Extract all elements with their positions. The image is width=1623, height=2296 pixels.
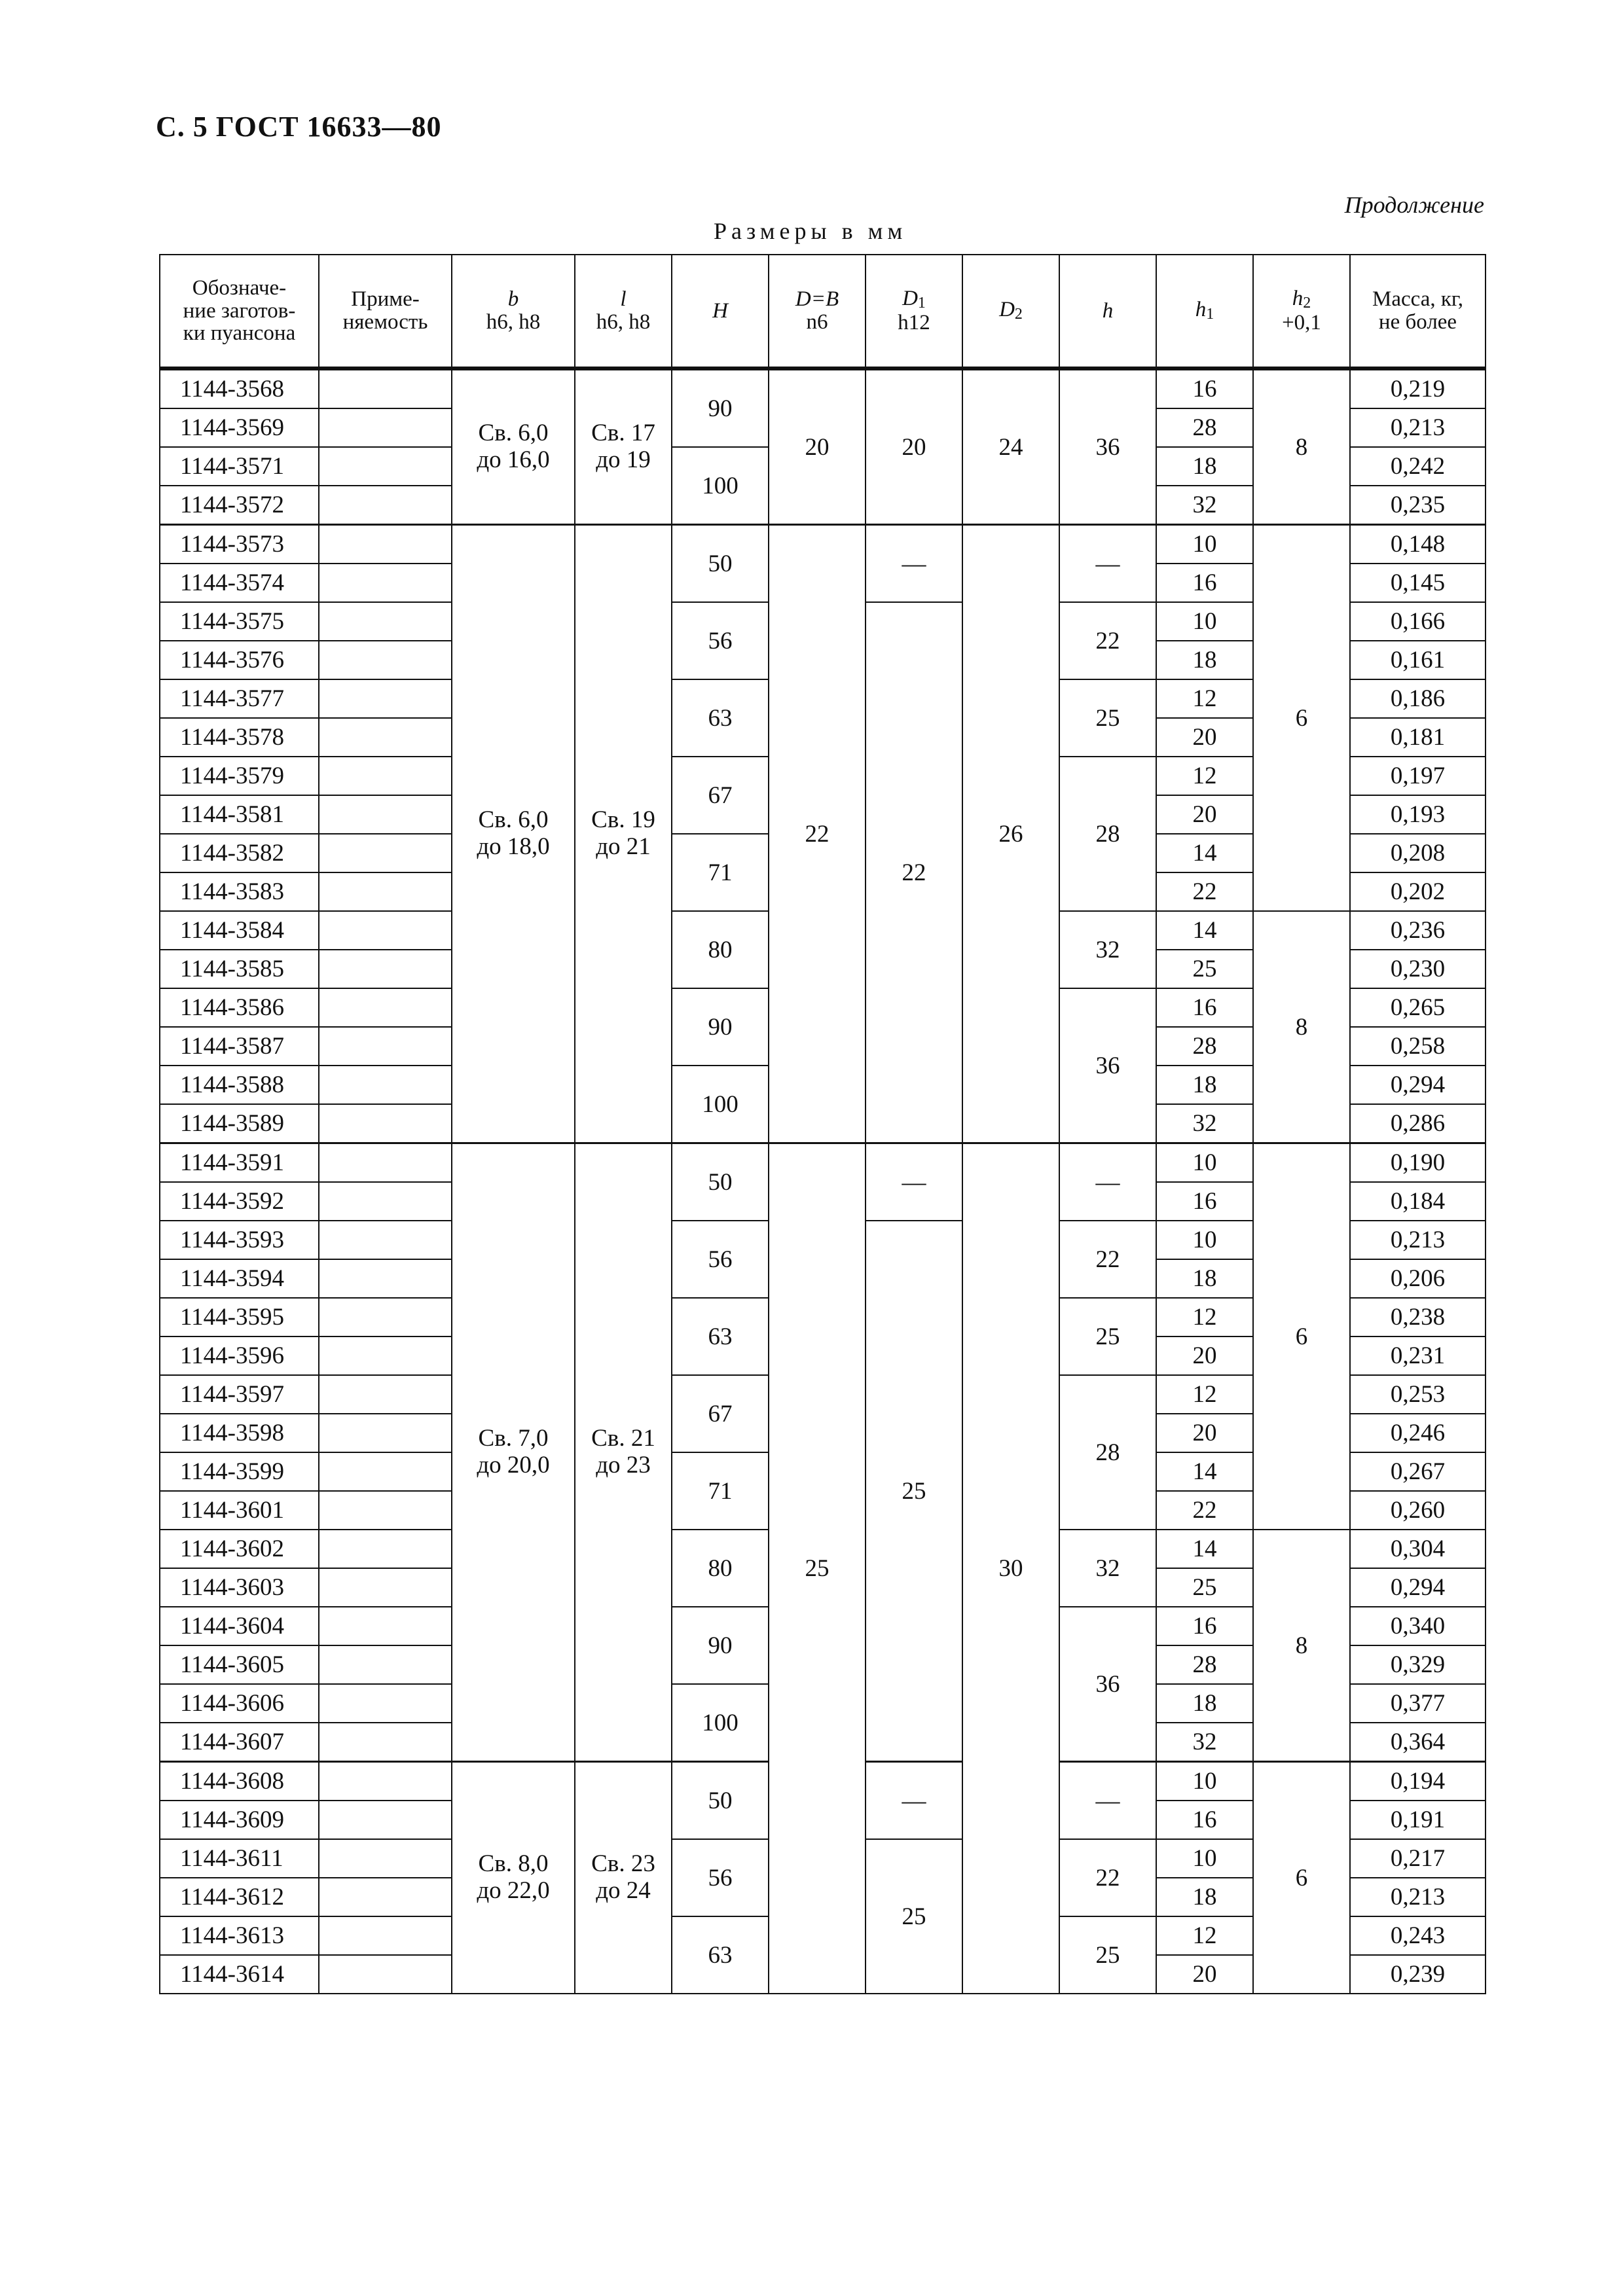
H-cell: 100: [672, 1066, 769, 1143]
D1-cell: —: [866, 525, 962, 603]
H-cell: 100: [672, 1684, 769, 1762]
h-cell: 36: [1059, 1607, 1156, 1762]
H-cell: 56: [672, 602, 769, 679]
use-cell: [319, 795, 452, 834]
h1-cell: 28: [1156, 408, 1253, 447]
code-cell: 1144-3613: [160, 1916, 319, 1955]
D2-cell: 30: [962, 1143, 1059, 1994]
code-cell: 1144-3585: [160, 950, 319, 988]
use-cell: [319, 872, 452, 911]
table-header-row: [160, 255, 1486, 368]
h1-cell: 32: [1156, 1104, 1253, 1143]
code-cell: 1144-3603: [160, 1568, 319, 1607]
h1-cell: 18: [1156, 1066, 1253, 1104]
use-cell: [319, 447, 452, 486]
H-cell: 67: [672, 757, 769, 834]
h1-cell: 20: [1156, 718, 1253, 757]
h1-cell: 20: [1156, 1955, 1253, 1994]
H-cell: 90: [672, 988, 769, 1066]
mass-cell: 0,265: [1350, 988, 1486, 1027]
col-header-DB: D=B n6: [769, 255, 866, 368]
h1-cell: 10: [1156, 1762, 1253, 1801]
table-row: [160, 368, 1486, 408]
use-cell: [319, 1298, 452, 1336]
col-header-h: h: [1059, 255, 1156, 368]
h1-cell: 14: [1156, 1530, 1253, 1568]
h-cell: 25: [1059, 679, 1156, 757]
h1-cell: 20: [1156, 795, 1253, 834]
h1-cell: 10: [1156, 1143, 1253, 1183]
code-cell: 1144-3606: [160, 1684, 319, 1723]
use-cell: [319, 1916, 452, 1955]
h-cell: 25: [1059, 1298, 1156, 1375]
h1-cell: 16: [1156, 1182, 1253, 1221]
mass-cell: 0,304: [1350, 1530, 1486, 1568]
col-header-l: l h6, h8: [575, 255, 672, 368]
code-cell: 1144-3604: [160, 1607, 319, 1645]
b-cell: Св. 8,0 до 22,0: [452, 1762, 575, 1994]
h-cell: —: [1059, 1143, 1156, 1221]
D2-cell: 24: [962, 368, 1059, 525]
h1-cell: 28: [1156, 1027, 1253, 1066]
H-cell: 63: [672, 1298, 769, 1375]
H-cell: 100: [672, 447, 769, 525]
mass-cell: 0,217: [1350, 1839, 1486, 1878]
units-caption: Размеры в мм: [714, 218, 907, 244]
h1-cell: 14: [1156, 911, 1253, 950]
use-cell: [319, 1839, 452, 1878]
l-cell: Св. 19 до 21: [575, 525, 672, 1143]
code-cell: 1144-3592: [160, 1182, 319, 1221]
h-cell: 36: [1059, 988, 1156, 1143]
code-cell: 1144-3571: [160, 447, 319, 486]
use-cell: [319, 911, 452, 950]
continuation-label: Продолжение: [1344, 192, 1484, 218]
l-cell: Св. 23 до 24: [575, 1762, 672, 1994]
H-cell: 71: [672, 834, 769, 911]
use-cell: [319, 564, 452, 602]
code-cell: 1144-3608: [160, 1762, 319, 1801]
h1-cell: 18: [1156, 1259, 1253, 1298]
h1-cell: 20: [1156, 1336, 1253, 1375]
h-cell: 22: [1059, 602, 1156, 679]
h-cell: 22: [1059, 1221, 1156, 1298]
mass-cell: 0,340: [1350, 1607, 1486, 1645]
use-cell: [319, 1066, 452, 1104]
mass-cell: 0,236: [1350, 911, 1486, 950]
mass-cell: 0,230: [1350, 950, 1486, 988]
H-cell: 56: [672, 1221, 769, 1298]
h1-cell: 22: [1156, 872, 1253, 911]
h2-cell: 8: [1253, 1530, 1350, 1762]
code-cell: 1144-3607: [160, 1723, 319, 1762]
H-cell: 56: [672, 1839, 769, 1916]
use-cell: [319, 1878, 452, 1916]
h1-cell: 10: [1156, 1839, 1253, 1878]
use-cell: [319, 1452, 452, 1491]
H-cell: 90: [672, 1607, 769, 1684]
code-cell: 1144-3593: [160, 1221, 319, 1259]
use-cell: [319, 679, 452, 718]
col-header-D1: $D_1$ h12: [866, 255, 962, 368]
mass-cell: 0,202: [1350, 872, 1486, 911]
h1-cell: 12: [1156, 1916, 1253, 1955]
code-cell: 1144-3609: [160, 1801, 319, 1839]
use-cell: [319, 641, 452, 679]
use-cell: [319, 1375, 452, 1414]
code-cell: 1144-3578: [160, 718, 319, 757]
h1-cell: 12: [1156, 757, 1253, 795]
code-cell: 1144-3582: [160, 834, 319, 872]
col-header-use: Приме- няемость: [319, 255, 452, 368]
code-cell: 1144-3574: [160, 564, 319, 602]
mass-cell: 0,161: [1350, 641, 1486, 679]
mass-cell: 0,238: [1350, 1298, 1486, 1336]
H-cell: 90: [672, 368, 769, 447]
mass-cell: 0,145: [1350, 564, 1486, 602]
code-cell: 1144-3588: [160, 1066, 319, 1104]
l-cell: Св. 21 до 23: [575, 1143, 672, 1762]
code-cell: 1144-3576: [160, 641, 319, 679]
code-cell: 1144-3611: [160, 1839, 319, 1878]
H-cell: 80: [672, 1530, 769, 1607]
use-cell: [319, 1645, 452, 1684]
h1-cell: 18: [1156, 1684, 1253, 1723]
mass-cell: 0,246: [1350, 1414, 1486, 1452]
col-header-code: Обозначе- ние заготов- ки пуансона: [160, 255, 319, 368]
code-cell: 1144-3591: [160, 1143, 319, 1183]
use-cell: [319, 1801, 452, 1839]
use-cell: [319, 1221, 452, 1259]
code-cell: 1144-3599: [160, 1452, 319, 1491]
h1-cell: 18: [1156, 447, 1253, 486]
use-cell: [319, 1762, 452, 1801]
code-cell: 1144-3569: [160, 408, 319, 447]
code-cell: 1144-3586: [160, 988, 319, 1027]
use-cell: [319, 1955, 452, 1994]
code-cell: 1144-3612: [160, 1878, 319, 1916]
use-cell: [319, 1607, 452, 1645]
H-cell: 71: [672, 1452, 769, 1530]
mass-cell: 0,329: [1350, 1645, 1486, 1684]
table-row: [160, 1143, 1486, 1183]
H-cell: 63: [672, 1916, 769, 1994]
mass-cell: 0,243: [1350, 1916, 1486, 1955]
D1-cell: —: [866, 1762, 962, 1840]
H-cell: 67: [672, 1375, 769, 1452]
use-cell: [319, 1723, 452, 1762]
code-cell: 1144-3589: [160, 1104, 319, 1143]
use-cell: [319, 1143, 452, 1183]
mass-cell: 0,148: [1350, 525, 1486, 564]
mass-cell: 0,213: [1350, 1221, 1486, 1259]
mass-cell: 0,213: [1350, 1878, 1486, 1916]
mass-cell: 0,286: [1350, 1104, 1486, 1143]
mass-cell: 0,242: [1350, 447, 1486, 486]
b-cell: Св. 7,0 до 20,0: [452, 1143, 575, 1762]
h2-cell: 6: [1253, 525, 1350, 912]
mass-cell: 0,231: [1350, 1336, 1486, 1375]
h1-cell: 16: [1156, 368, 1253, 408]
h1-cell: 14: [1156, 834, 1253, 872]
H-cell: 80: [672, 911, 769, 988]
use-cell: [319, 1491, 452, 1530]
use-cell: [319, 1182, 452, 1221]
use-cell: [319, 1414, 452, 1452]
H-cell: 63: [672, 679, 769, 757]
col-header-D2: $D_2$: [962, 255, 1059, 368]
mass-cell: 0,186: [1350, 679, 1486, 718]
H-cell: 50: [672, 525, 769, 603]
mass-cell: 0,208: [1350, 834, 1486, 872]
page-title: С. 5 ГОСТ 16633—80: [156, 111, 442, 143]
code-cell: 1144-3579: [160, 757, 319, 795]
code-cell: 1144-3614: [160, 1955, 319, 1994]
h1-cell: 14: [1156, 1452, 1253, 1491]
use-cell: [319, 486, 452, 525]
h1-cell: 16: [1156, 564, 1253, 602]
D1-cell: 25: [866, 1221, 962, 1762]
use-cell: [319, 834, 452, 872]
code-cell: 1144-3597: [160, 1375, 319, 1414]
h-cell: 28: [1059, 1375, 1156, 1530]
code-cell: 1144-3594: [160, 1259, 319, 1298]
use-cell: [319, 757, 452, 795]
h1-cell: 20: [1156, 1414, 1253, 1452]
code-cell: 1144-3572: [160, 486, 319, 525]
h1-cell: 16: [1156, 988, 1253, 1027]
mass-cell: 0,219: [1350, 368, 1486, 408]
DB-cell: 20: [769, 368, 866, 525]
h-cell: 32: [1059, 1530, 1156, 1607]
code-cell: 1144-3605: [160, 1645, 319, 1684]
use-cell: [319, 525, 452, 564]
use-cell: [319, 1530, 452, 1568]
use-cell: [319, 1104, 452, 1143]
h-cell: 36: [1059, 368, 1156, 525]
h1-cell: 10: [1156, 602, 1253, 641]
mass-cell: 0,191: [1350, 1801, 1486, 1839]
mass-cell: 0,377: [1350, 1684, 1486, 1723]
code-cell: 1144-3573: [160, 525, 319, 564]
mass-cell: 0,206: [1350, 1259, 1486, 1298]
h-cell: 32: [1059, 911, 1156, 988]
H-cell: 50: [672, 1143, 769, 1221]
use-cell: [319, 1259, 452, 1298]
use-cell: [319, 602, 452, 641]
h1-cell: 25: [1156, 1568, 1253, 1607]
code-cell: 1144-3598: [160, 1414, 319, 1452]
H-cell: 50: [672, 1762, 769, 1840]
code-cell: 1144-3581: [160, 795, 319, 834]
col-header-h1: $h_1$: [1156, 255, 1253, 368]
use-cell: [319, 988, 452, 1027]
code-cell: 1144-3584: [160, 911, 319, 950]
mass-cell: 0,294: [1350, 1568, 1486, 1607]
col-header-b: b h6, h8: [452, 255, 575, 368]
mass-cell: 0,253: [1350, 1375, 1486, 1414]
col-header-H: H: [672, 255, 769, 368]
h1-cell: 18: [1156, 1878, 1253, 1916]
mass-cell: 0,181: [1350, 718, 1486, 757]
mass-cell: 0,190: [1350, 1143, 1486, 1183]
h-cell: 22: [1059, 1839, 1156, 1916]
mass-cell: 0,267: [1350, 1452, 1486, 1491]
D2-cell: 26: [962, 525, 1059, 1143]
mass-cell: 0,294: [1350, 1066, 1486, 1104]
code-cell: 1144-3587: [160, 1027, 319, 1066]
h2-cell: 8: [1253, 911, 1350, 1143]
use-cell: [319, 718, 452, 757]
mass-cell: 0,194: [1350, 1762, 1486, 1801]
mass-cell: 0,197: [1350, 757, 1486, 795]
h1-cell: 32: [1156, 1723, 1253, 1762]
h1-cell: 25: [1156, 950, 1253, 988]
h1-cell: 32: [1156, 486, 1253, 525]
use-cell: [319, 1336, 452, 1375]
D1-cell: 20: [866, 368, 962, 525]
h2-cell: 6: [1253, 1762, 1350, 1994]
D1-cell: 25: [866, 1839, 962, 1994]
h1-cell: 16: [1156, 1607, 1253, 1645]
h1-cell: 10: [1156, 525, 1253, 564]
DB-cell: 22: [769, 525, 866, 1143]
h2-cell: 6: [1253, 1143, 1350, 1530]
h1-cell: 12: [1156, 1298, 1253, 1336]
col-header-mass: Масса, кг, не более: [1350, 255, 1486, 368]
code-cell: 1144-3596: [160, 1336, 319, 1375]
h-cell: —: [1059, 525, 1156, 603]
l-cell: Св. 17 до 19: [575, 368, 672, 525]
use-cell: [319, 950, 452, 988]
mass-cell: 0,364: [1350, 1723, 1486, 1762]
mass-cell: 0,235: [1350, 486, 1486, 525]
h1-cell: 28: [1156, 1645, 1253, 1684]
mass-cell: 0,258: [1350, 1027, 1486, 1066]
h1-cell: 12: [1156, 1375, 1253, 1414]
h-cell: —: [1059, 1762, 1156, 1840]
use-cell: [319, 1684, 452, 1723]
mass-cell: 0,239: [1350, 1955, 1486, 1994]
use-cell: [319, 408, 452, 447]
code-cell: 1144-3601: [160, 1491, 319, 1530]
h-cell: 28: [1059, 757, 1156, 911]
h1-cell: 18: [1156, 641, 1253, 679]
h1-cell: 12: [1156, 679, 1253, 718]
h2-cell: 8: [1253, 368, 1350, 525]
use-cell: [319, 368, 452, 408]
code-cell: 1144-3602: [160, 1530, 319, 1568]
code-cell: 1144-3568: [160, 368, 319, 408]
code-cell: 1144-3575: [160, 602, 319, 641]
mass-cell: 0,193: [1350, 795, 1486, 834]
DB-cell: 25: [769, 1143, 866, 1994]
h1-cell: 16: [1156, 1801, 1253, 1839]
col-header-h2: $h_2$ +0,1: [1253, 255, 1350, 368]
punch-blank-table: [159, 254, 1486, 1994]
mass-cell: 0,260: [1350, 1491, 1486, 1530]
D1-cell: —: [866, 1143, 962, 1221]
h-cell: 25: [1059, 1916, 1156, 1994]
h1-cell: 22: [1156, 1491, 1253, 1530]
use-cell: [319, 1027, 452, 1066]
code-cell: 1144-3595: [160, 1298, 319, 1336]
b-cell: Св. 6,0 до 18,0: [452, 525, 575, 1143]
b-cell: Св. 6,0 до 16,0: [452, 368, 575, 525]
h1-cell: 10: [1156, 1221, 1253, 1259]
mass-cell: 0,166: [1350, 602, 1486, 641]
code-cell: 1144-3577: [160, 679, 319, 718]
code-cell: 1144-3583: [160, 872, 319, 911]
table-row: [160, 525, 1486, 564]
D1-cell: 22: [866, 602, 962, 1143]
use-cell: [319, 1568, 452, 1607]
mass-cell: 0,184: [1350, 1182, 1486, 1221]
mass-cell: 0,213: [1350, 408, 1486, 447]
